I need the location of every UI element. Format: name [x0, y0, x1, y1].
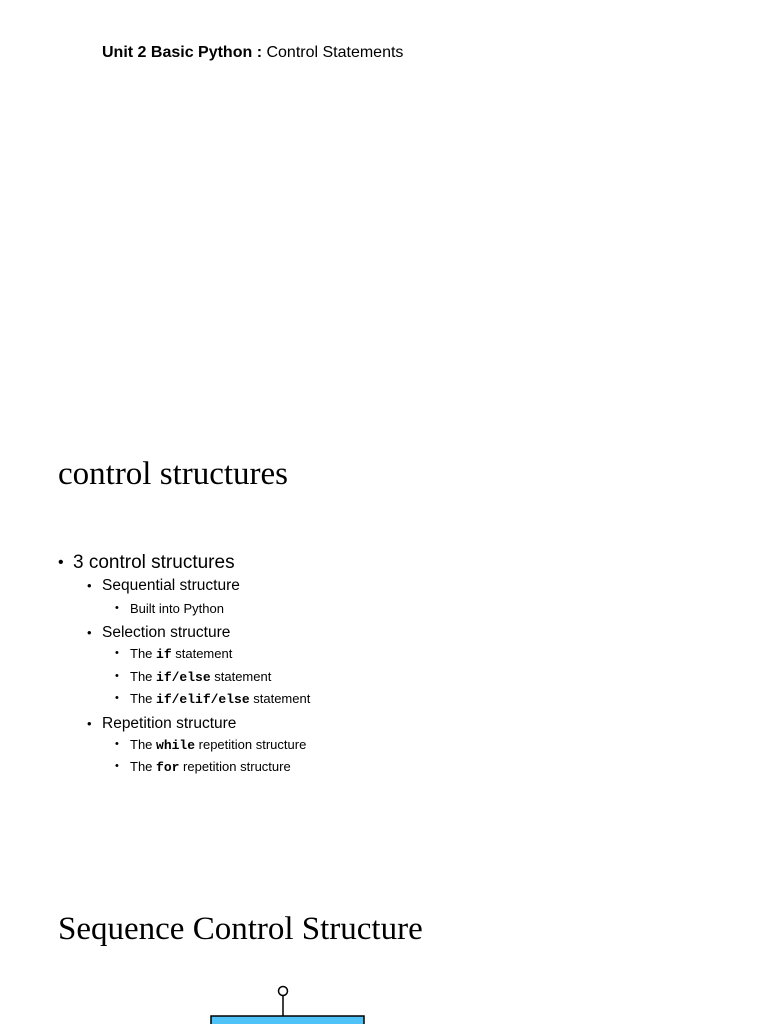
list-item-text: Repetition structure — [102, 715, 237, 733]
bullet-icon: • — [87, 716, 92, 732]
bullet-icon: • — [115, 602, 119, 614]
bullet-icon: • — [115, 691, 119, 704]
bullet-icon: • — [58, 554, 64, 571]
bullet-icon: • — [87, 578, 92, 593]
list-item — [115, 598, 310, 619]
list-item — [115, 666, 310, 688]
bullet-icon: • — [115, 647, 119, 660]
list-item — [58, 550, 310, 576]
list-item-suffix: repetition structure — [179, 759, 291, 775]
list-item-prefix: The — [130, 737, 157, 753]
page-header — [102, 44, 403, 62]
code-keyword: if/else — [156, 669, 211, 685]
list-item — [115, 688, 310, 710]
code-keyword: if/elif/else — [156, 691, 250, 707]
list-item — [115, 734, 310, 756]
bullet-icon: • — [115, 669, 119, 682]
unit-label: Unit 2 Basic Python — [102, 44, 253, 61]
flowchart-action-box — [211, 1016, 364, 1024]
list-item — [115, 756, 310, 778]
list-item-text: 3 control structures — [73, 552, 235, 573]
list-item — [87, 623, 310, 643]
topic-label: Control Statements — [266, 44, 404, 61]
sequence-flowchart — [0, 980, 768, 1024]
control-structures-list — [58, 550, 310, 779]
list-item — [115, 643, 310, 665]
list-item-text: Built into Python — [130, 601, 224, 616]
bullet-icon: • — [115, 738, 119, 751]
list-item-suffix: repetition structure — [195, 737, 307, 753]
list-item — [87, 714, 310, 734]
list-item-prefix: The — [130, 690, 157, 706]
list-item-text: Sequential structure — [102, 577, 240, 594]
list-item-prefix: The — [130, 759, 157, 775]
list-item-prefix: The — [130, 668, 157, 684]
code-keyword: while — [156, 738, 196, 754]
section-heading-control-structures: control structures — [58, 456, 289, 492]
list-item-suffix: statement — [171, 646, 233, 662]
list-item — [87, 576, 310, 596]
list-item-suffix: statement — [210, 668, 272, 684]
list-item-prefix: The — [130, 646, 157, 662]
code-keyword: for — [156, 760, 180, 776]
header-separator: : — [252, 44, 267, 61]
section-heading-sequence-control-structure: Sequence Control Structure — [58, 911, 423, 947]
list-item-text: Selection structure — [102, 624, 231, 642]
bullet-icon: • — [115, 760, 119, 773]
code-keyword: if — [156, 647, 172, 663]
list-item-suffix: statement — [249, 690, 311, 706]
flowchart-start-node — [279, 987, 288, 996]
bullet-icon: • — [87, 625, 92, 641]
